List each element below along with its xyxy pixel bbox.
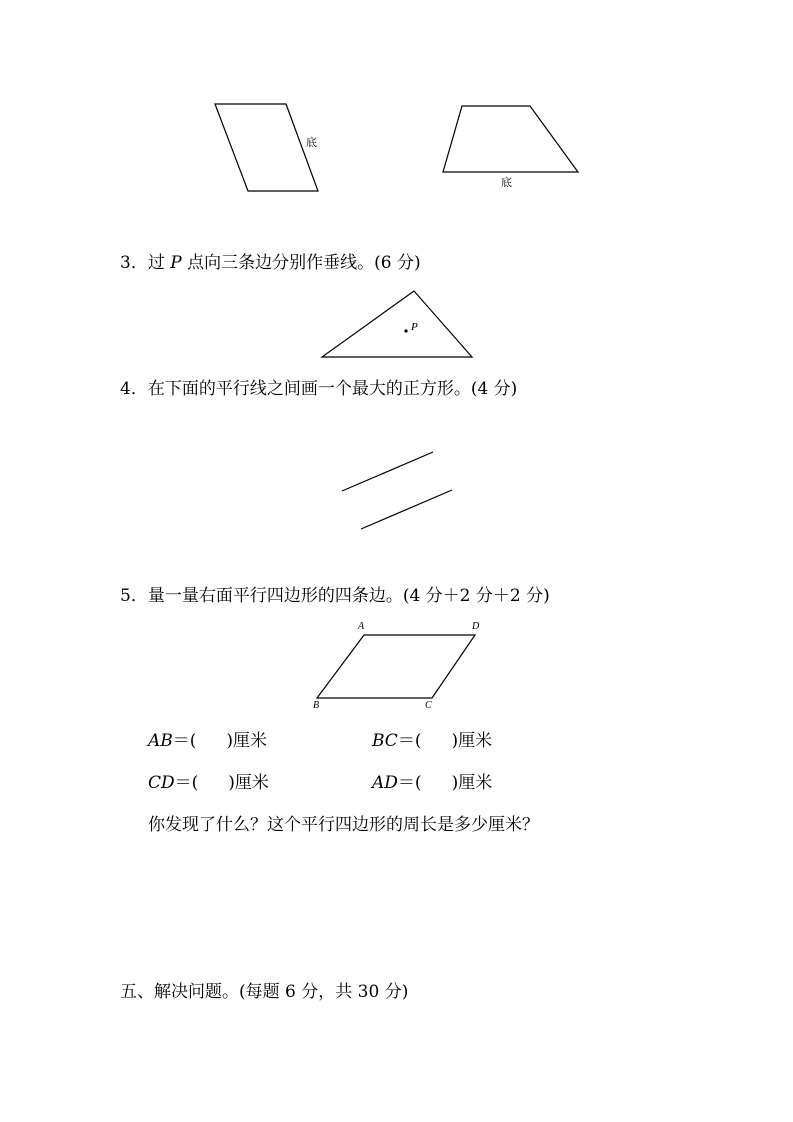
vertex-label-a: A: [358, 621, 365, 632]
question-5-text: 量一量右面平行四边形的四条边。(4 分＋2 分＋2 分): [147, 586, 550, 606]
segment-cd: CD: [148, 773, 175, 793]
segment-ad: AD: [372, 773, 398, 793]
section-5-heading: 五、解决问题。(每题 6 分，共 30 分): [120, 982, 409, 1002]
question-4-number: 4．: [120, 379, 148, 399]
segment-ab: AB: [148, 731, 173, 751]
trapezoid-base-label: 底: [501, 176, 512, 189]
segment-bc: BC: [372, 731, 398, 751]
question-3-point: P: [170, 253, 182, 273]
question-5-number: 5．: [120, 586, 148, 606]
question-4: [120, 379, 517, 399]
measure-row-ad: [372, 773, 492, 793]
vertex-label-d: D: [472, 621, 480, 632]
triangle-point-label: P: [411, 321, 418, 333]
vertex-label-b: B: [313, 700, 320, 711]
question-3-text-before: 过: [147, 253, 171, 273]
parallelogram-base-label: 底: [306, 136, 317, 149]
unit-bc: )厘米: [451, 731, 493, 751]
measure-row-ab: [148, 731, 267, 751]
equals-paren-ab: ＝(: [172, 731, 197, 751]
measure-row-bc: [372, 731, 492, 751]
question-3: [120, 253, 421, 273]
question-4-text: 在下面的平行线之间画一个最大的正方形。(4 分): [147, 379, 518, 399]
question-5-followup: 你发现了什么？这个平行四边形的周长是多少厘米？: [148, 815, 539, 835]
equals-paren-ad: ＝(: [397, 773, 422, 793]
question-5: [120, 586, 550, 606]
unit-ad: )厘米: [451, 773, 493, 793]
measure-row-cd: [148, 773, 269, 793]
equals-paren-bc: ＝(: [397, 731, 422, 751]
unit-ab: )厘米: [226, 731, 268, 751]
vertex-label-c: C: [425, 700, 432, 711]
unit-cd: )厘米: [228, 773, 269, 793]
question-3-text-after: 点向三条边分别作垂线。(6 分): [181, 253, 421, 273]
question-3-number: 3．: [120, 253, 148, 273]
equals-paren-cd: ＝(: [174, 773, 199, 793]
